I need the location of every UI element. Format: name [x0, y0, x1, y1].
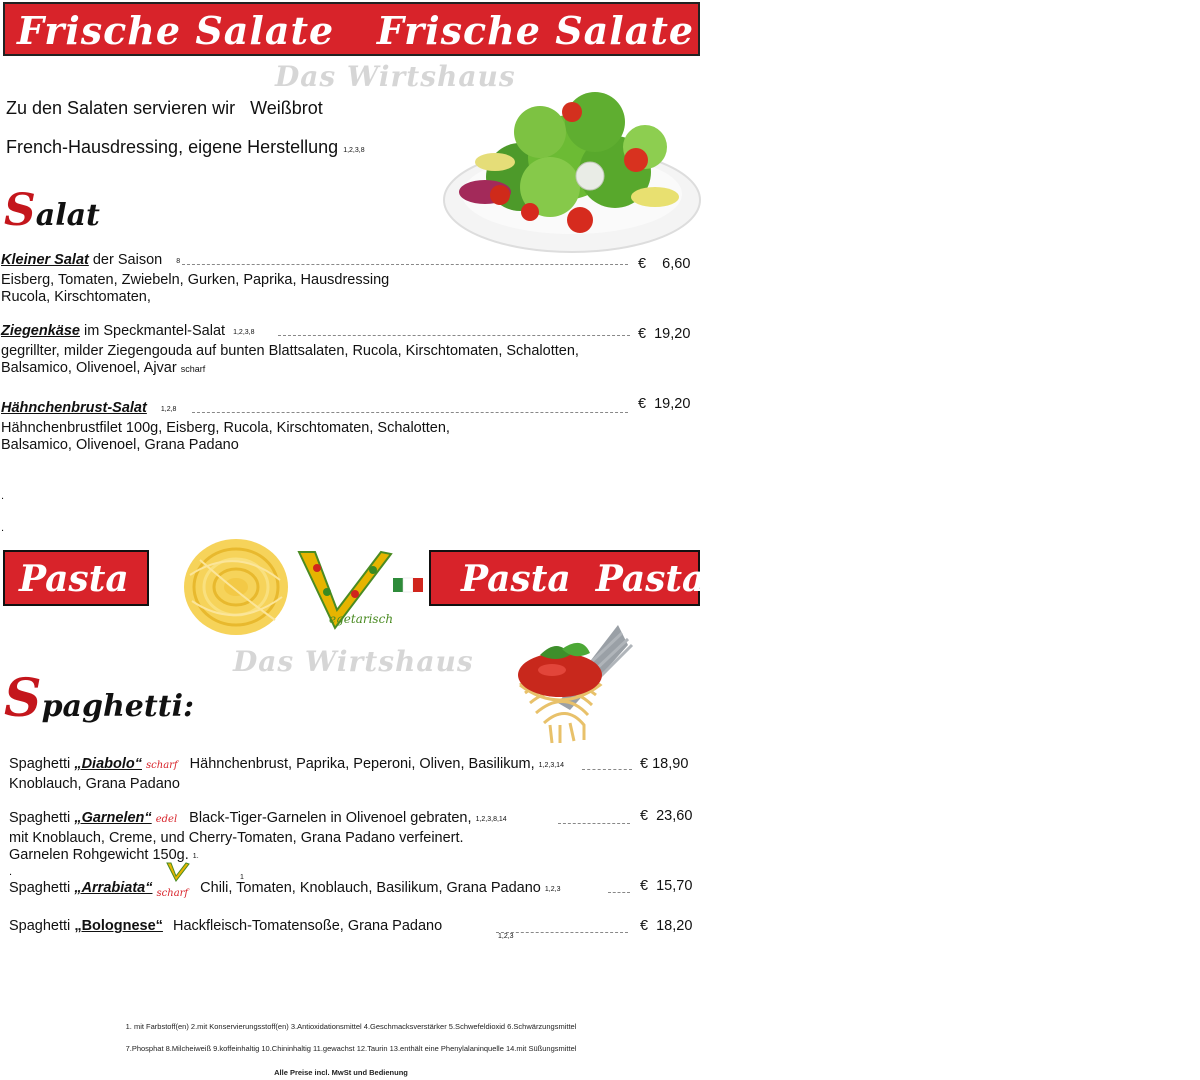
watermark-mid: Das Wirtshaus — [233, 645, 474, 678]
pasta-desc-line-3-allergens: 1. — [192, 853, 199, 860]
prices-note: Alle Preise incl. MwSt und Bedienung — [274, 1068, 408, 1077]
pasta-prefix: Spaghetti — [9, 756, 75, 772]
pasta-dotted-leader — [558, 823, 630, 824]
salad-item-ziegenkaese — [1, 323, 631, 379]
salad-item-kleiner — [1, 252, 621, 307]
pasta-tag: scharf — [146, 760, 178, 771]
pasta-prefix: Spaghetti — [9, 810, 75, 826]
salad-banner — [3, 2, 901, 56]
salad-dotted-leader — [192, 412, 628, 413]
pasta-desc-line-2: Knoblauch, Grana Padano — [9, 775, 180, 792]
salad-price: € 6,60 — [638, 256, 691, 272]
salad-name: Hähnchenbrust-Salat — [1, 400, 147, 416]
intro-line-2-text: French-Hausdressing, eigene Herstellung — [6, 137, 339, 157]
salad-banner-text: Frische Salate Frische Salate Frische — [17, 8, 901, 53]
salad-desc-line: Eisberg, Tomaten, Zwiebeln, Gurken, Paprika, Hausdressing — [1, 271, 390, 288]
salad-desc-line: Rucola, Kirschtomaten, — [1, 289, 151, 305]
stray-dot: . — [1, 490, 5, 502]
stray-dot: . — [1, 522, 5, 534]
watermark-top: Das Wirtshaus — [275, 60, 516, 93]
pasta-dotted-leader — [582, 769, 632, 770]
salad-price: € 19,20 — [638, 326, 691, 342]
pasta-price: € 18,20 — [640, 918, 693, 934]
salad-desc-line: Hähnchenbrustfilet 100g, Eisberg, Rucola, Kirschtomaten, Schalotten, — [1, 419, 450, 436]
salat-heading-rest: alat — [35, 198, 100, 233]
pasta-banner-right — [429, 550, 706, 606]
allergen-footnotes-line-1: 1. mit Farbstoff(en) 2.mit Konservierungsstoff(en) 3.Antioxidationsmittel 4.Geschmacksverstärker 5.Schwefeldioxid 6.Schwärzungsmittel — [125, 1022, 577, 1031]
pasta-price: € 23,60 — [640, 808, 693, 824]
intro-line-1: Zu den Salaten servieren wir Weißbrot — [6, 98, 323, 118]
pasta-prefix: Spaghetti — [9, 918, 75, 934]
pasta-desc-allergen-mark: 1 — [240, 874, 244, 881]
salat-heading — [4, 185, 100, 236]
pasta-banner-left-text: Pasta — [19, 558, 129, 600]
pasta-tag: scharf — [156, 888, 189, 899]
vegetarian-mark-icon — [166, 862, 190, 882]
pasta-item-diabolo — [9, 756, 639, 793]
salad-photo — [440, 62, 700, 257]
salad-dotted-leader — [182, 264, 628, 265]
pasta-dotted-leader — [496, 932, 628, 933]
intro-line-2-allergens: 1,2,3,8 — [343, 147, 365, 154]
pasta-price: € 18,90 — [640, 756, 689, 772]
salad-desc-line: gegrillter, milder Ziegengouda auf bunten Blattsalaten, Rucola, Kirschtomaten, Schalotten, — [1, 342, 579, 359]
vegetarian-logo-text — [329, 612, 393, 626]
vegetarian-logo-word: egetarisch — [329, 612, 394, 626]
salad-allergens: 1,2,3,8 — [233, 329, 255, 336]
pasta-allergens: 1,2,3,14 — [538, 762, 564, 769]
salad-price: € 19,20 — [638, 396, 691, 412]
pasta-allergens: 1,2,3 — [498, 933, 514, 940]
pasta-desc-line-2: mit Knoblauch, Creme, und Cherry-Tomaten, Grana Padano verfeinert. — [9, 829, 464, 846]
pasta-allergens: 1,2,3,8,14 — [475, 816, 507, 823]
salad-name: Ziegenkäse — [1, 323, 80, 339]
salat-heading-cap: S — [4, 185, 36, 236]
pasta-name: „Arrabiata“ — [74, 880, 153, 896]
vegetarian-logo — [295, 548, 430, 633]
salad-allergens: 1,2,8 — [160, 406, 177, 413]
pasta-banner-left — [3, 550, 149, 606]
pasta-tag: edel — [155, 814, 178, 825]
pasta-name: „Garnelen“ — [74, 810, 152, 826]
spicy-tag: scharf — [180, 364, 206, 374]
pasta-name: „Diabolo“ — [74, 756, 142, 772]
pasta-name: „Bolognese“ — [74, 918, 163, 934]
pasta-allergens: 1,2,3 — [544, 886, 561, 893]
allergen-footnotes-line-2: 7.Phosphat 8.Milcheiweiß 9.koffeinhaltig 10.Chininhaltig 11.gewachst 12.Taurin 13.enthält eine Phenylalaninquelle 14.mit Süßungsmittel — [125, 1044, 577, 1053]
pasta-desc: Chili, Tomaten, Knoblauch, Basilikum, Grana Padano — [200, 880, 541, 896]
salad-item-haehnchen — [1, 400, 621, 455]
salad-desc-line: Balsamico, Olivenoel, Ajvar — [1, 360, 177, 376]
stray-dot: . — [9, 866, 13, 878]
salad-name-suffix: der Saison — [88, 252, 163, 268]
pasta-dotted-leader — [608, 892, 630, 893]
pasta-desc: Hackfleisch-Tomatensoße, Grana Padano — [172, 918, 443, 934]
pasta-price: € 15,70 — [640, 878, 693, 894]
spaghetti-fork-photo — [500, 615, 640, 745]
pasta-desc: Hähnchenbrust, Paprika, Peperoni, Oliven, Basilikum, — [189, 756, 535, 772]
pasta-desc: Black-Tiger-Garnelen in Olivenoel gebraten, — [189, 810, 472, 826]
pasta-item-garnelen — [9, 810, 639, 867]
salad-name-suffix: im Speckmantel-Salat — [80, 323, 226, 339]
intro-line-2 — [6, 137, 365, 158]
pasta-desc-line-3: Garnelen Rohgewicht 150g. — [9, 847, 189, 863]
pasta-prefix: Spaghetti — [9, 880, 75, 896]
spaghetti-heading-rest: paghetti: — [41, 689, 195, 724]
spaghetti-heading-cap: S — [4, 668, 42, 729]
italian-flag-icon — [393, 578, 423, 592]
salad-dotted-leader — [278, 335, 630, 336]
salad-name: Kleiner Salat — [1, 252, 89, 268]
pasta-banner-right-text: Pasta Pasta — [461, 558, 706, 600]
spaghetti-heading — [4, 668, 194, 729]
pasta-item-arrabiata — [9, 880, 639, 900]
salad-allergens: 8 — [176, 258, 181, 265]
pasta-nest-photo — [180, 535, 292, 640]
salad-desc-line: Balsamico, Olivenoel, Grana Padano — [1, 437, 239, 453]
